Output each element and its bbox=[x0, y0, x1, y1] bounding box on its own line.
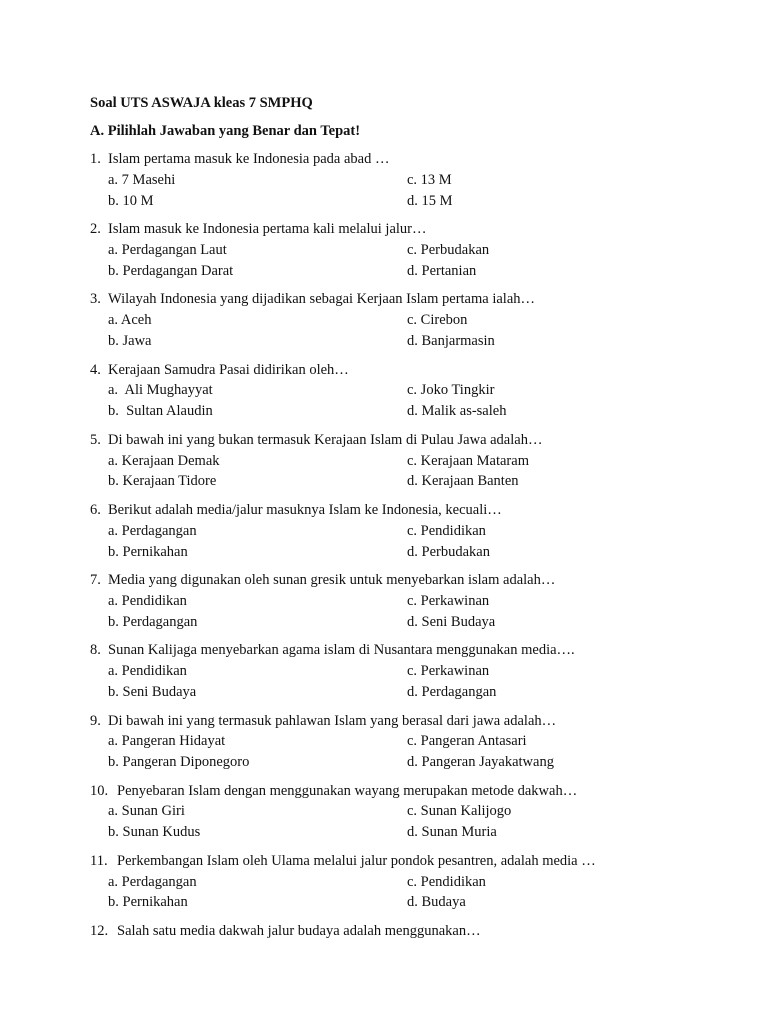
question-number: 1. bbox=[90, 151, 101, 167]
option-a: a. Perdagangan bbox=[108, 522, 197, 539]
option-b: b. Perdagangan bbox=[108, 613, 198, 630]
question-number: 12. bbox=[90, 923, 109, 940]
question-11 bbox=[90, 851, 710, 913]
option-c: c. Perkawinan bbox=[407, 663, 490, 680]
question-text: Wilayah Indonesia yang dijadikan sebagai Kerjaan Islam pertama ialah… bbox=[108, 291, 535, 308]
exam-page bbox=[90, 93, 710, 950]
option-a: a. Perdagangan bbox=[108, 873, 197, 890]
option-a: a. Sunan Giri bbox=[108, 803, 185, 820]
question-1 bbox=[90, 149, 710, 211]
question-number: 5. bbox=[90, 431, 101, 448]
option-a: a. Pendidikan bbox=[108, 663, 187, 680]
option-b: b. Pangeran Diponegoro bbox=[108, 754, 250, 771]
option-d: d. Pertanian bbox=[407, 262, 477, 279]
option-a: a. Pendidikan bbox=[108, 592, 187, 609]
question-number: 7. bbox=[90, 572, 101, 589]
option-a: a. Ali Mughayyat bbox=[108, 382, 213, 399]
option-a: a. Kerajaan Demak bbox=[108, 452, 220, 469]
question-number: 2. bbox=[90, 221, 101, 238]
option-b: b. Seni Budaya bbox=[108, 683, 197, 700]
question-text: Islam masuk ke Indonesia pertama kali melalui jalur… bbox=[108, 221, 427, 238]
option-d: d. Kerajaan Banten bbox=[407, 473, 519, 490]
question-number: 9. bbox=[90, 712, 101, 729]
option-b: b. 10 M bbox=[108, 192, 154, 209]
question-number: 3. bbox=[90, 291, 101, 308]
option-c: c. Perkawinan bbox=[407, 592, 490, 609]
option-c: c. Cirebon bbox=[407, 312, 468, 329]
option-d: d. Budaya bbox=[407, 894, 466, 911]
question-6 bbox=[90, 500, 710, 562]
question-text: Berikut adalah media/jalur masuknya Islam ke Indonesia, kecuali… bbox=[108, 501, 502, 518]
question-12 bbox=[90, 921, 710, 942]
option-b: b. Pernikahan bbox=[108, 543, 188, 560]
section-heading: A. Pilihlah Jawaban yang Benar dan Tepat! bbox=[90, 123, 361, 139]
option-b: b. Perdagangan Darat bbox=[108, 262, 234, 279]
question-text: Di bawah ini yang termasuk pahlawan Islam yang berasal dari jawa adalah… bbox=[108, 712, 557, 729]
option-d: d. 15 M bbox=[407, 192, 453, 209]
option-d: d. Perbudakan bbox=[407, 543, 490, 560]
option-b: b. Pernikahan bbox=[108, 894, 188, 911]
option-d: d. Perdagangan bbox=[407, 683, 497, 700]
question-number: 8. bbox=[90, 642, 101, 659]
option-d: d. Malik as-saleh bbox=[407, 403, 507, 420]
question-2 bbox=[90, 219, 710, 281]
option-a: a. Aceh bbox=[108, 312, 152, 329]
question-number: 6. bbox=[90, 501, 101, 518]
question-text: Salah satu media dakwah jalur budaya adalah menggunakan… bbox=[117, 923, 481, 940]
option-b: b. Sultan Alaudin bbox=[108, 403, 213, 420]
option-d: d. Sunan Muria bbox=[407, 824, 497, 841]
question-5 bbox=[90, 430, 710, 492]
option-c: c. Pangeran Antasari bbox=[407, 733, 527, 750]
question-text: Media yang digunakan oleh sunan gresik untuk menyebarkan islam adalah… bbox=[108, 572, 556, 589]
question-text: Perkembangan Islam oleh Ulama melalui jalur pondok pesantren, adalah media … bbox=[117, 852, 596, 869]
question-9 bbox=[90, 711, 710, 773]
option-a: a. 7 Masehi bbox=[108, 171, 176, 188]
option-d: d. Seni Budaya bbox=[407, 613, 496, 630]
question-number: 4. bbox=[90, 361, 101, 378]
question-number: 11. bbox=[90, 852, 108, 869]
option-c: c. Sunan Kalijogo bbox=[407, 803, 512, 820]
option-c: c. Joko Tingkir bbox=[407, 382, 495, 399]
question-text: Islam pertama masuk ke Indonesia pada abad … bbox=[108, 151, 390, 167]
question-4 bbox=[90, 360, 710, 422]
option-d: d. Pangeran Jayakatwang bbox=[407, 754, 554, 771]
option-b: b. Jawa bbox=[108, 332, 152, 349]
question-8 bbox=[90, 640, 710, 702]
exam-title: Soal UTS ASWAJA kleas 7 SMPHQ bbox=[90, 95, 313, 111]
question-3 bbox=[90, 289, 710, 351]
question-10 bbox=[90, 781, 710, 843]
option-a: a. Pangeran Hidayat bbox=[108, 733, 226, 750]
question-7 bbox=[90, 570, 710, 632]
question-text: Sunan Kalijaga menyebarkan agama islam di Nusantara menggunakan media…. bbox=[108, 642, 575, 659]
question-text: Di bawah ini yang bukan termasuk Kerajaan Islam di Pulau Jawa adalah… bbox=[108, 431, 543, 448]
option-c: c. Pendidikan bbox=[407, 873, 486, 890]
option-c: c. Kerajaan Mataram bbox=[407, 452, 529, 469]
option-d: d. Banjarmasin bbox=[407, 332, 495, 349]
option-c: c. 13 M bbox=[407, 171, 452, 188]
option-c: c. Perbudakan bbox=[407, 241, 490, 258]
question-text: Penyebaran Islam dengan menggunakan wayang merupakan metode dakwah… bbox=[117, 782, 578, 799]
option-c: c. Pendidikan bbox=[407, 522, 486, 539]
question-text: Kerajaan Samudra Pasai didirikan oleh… bbox=[108, 361, 349, 378]
option-b: b. Sunan Kudus bbox=[108, 824, 201, 841]
question-number: 10. bbox=[90, 782, 109, 799]
option-b: b. Kerajaan Tidore bbox=[108, 473, 217, 490]
option-a: a. Perdagangan Laut bbox=[108, 241, 227, 258]
